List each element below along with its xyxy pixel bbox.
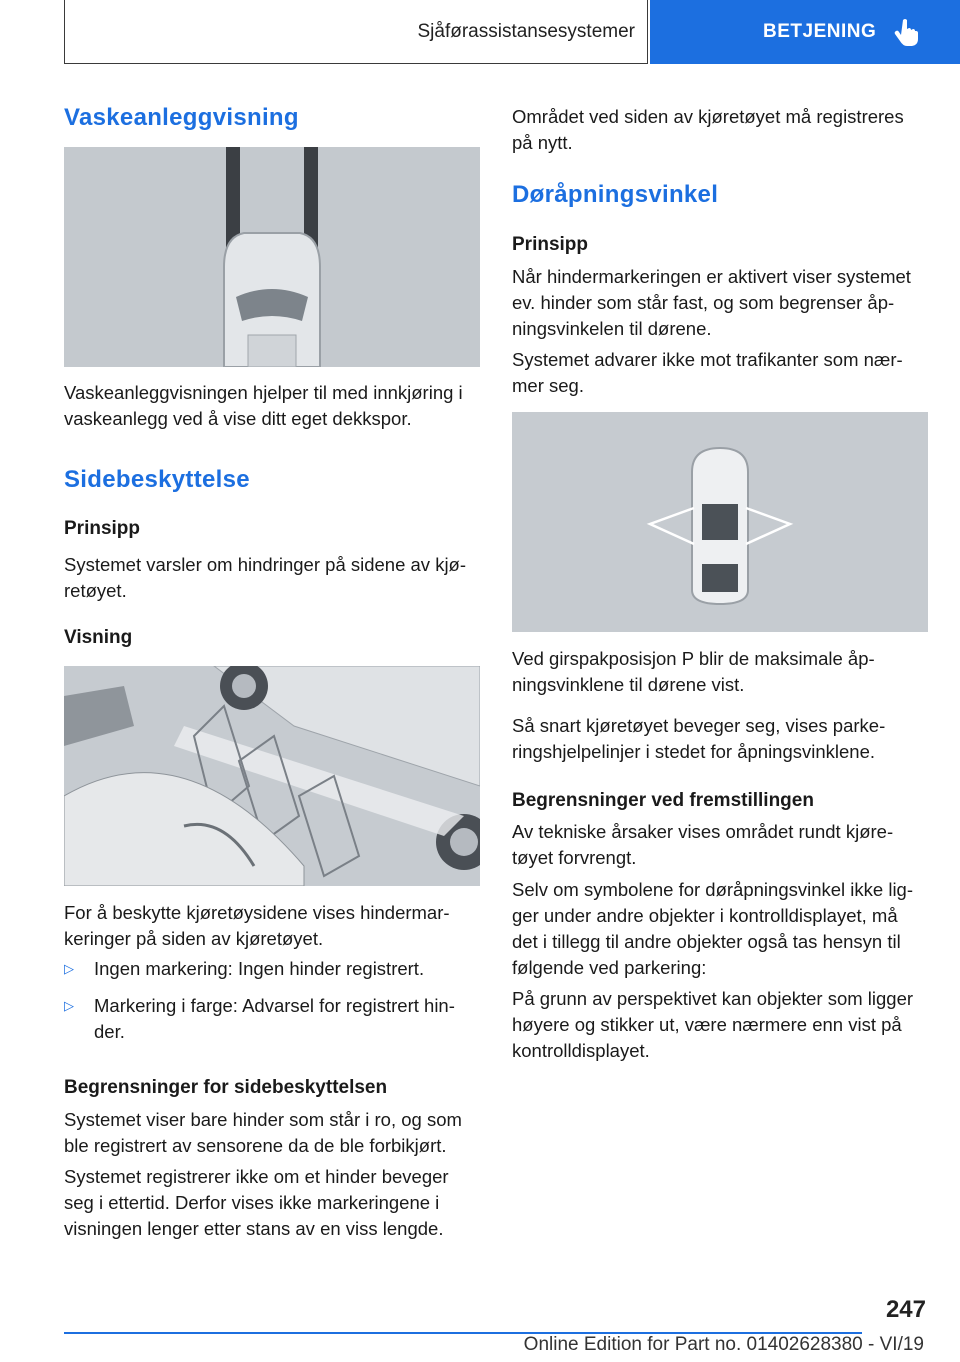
list-item-text: Markering i farge: Advarsel for registrert hin-der. <box>94 995 455 1042</box>
side-protection-view-image <box>64 666 480 886</box>
pointing-hand-icon <box>894 18 920 46</box>
header-section <box>64 0 648 64</box>
page-number: 247 <box>885 1296 926 1323</box>
header-section-title: Sjåførassistansesystemer <box>417 20 635 42</box>
list-item-text: Ingen markering: Ingen hinder registrert. <box>94 958 425 979</box>
list-item <box>64 993 480 1045</box>
heading-vaskeanleggvisning: Vaskeanleggvisning <box>64 104 299 131</box>
paragraph-begr-1: Systemet viser bare hinder som står i ro, og som ble registrert av sensorene da de ble forbikjørt. <box>64 1109 462 1156</box>
list-item <box>64 956 480 982</box>
car-wash-view-image <box>64 147 480 367</box>
subheading-prinsipp-left: Prinsipp <box>64 518 141 539</box>
header-chapter <box>650 0 960 64</box>
triangle-bullet-icon: ▷ <box>64 961 74 976</box>
paragraph-begr-right-1: Av tekniske årsaker vises området rundt kjøre-tøyet forvrengt. <box>512 821 894 868</box>
footer-edition: Online Edition for Part no. 01402628380 - VI/19 <box>523 1334 924 1355</box>
heading-doraapningsvinkel: Døråpningsvinkel <box>512 181 719 208</box>
subheading-begrensninger-right: Begrensninger ved fremstillingen <box>512 790 814 811</box>
paragraph-begr-right-2: Selv om symbolene for døråpningsvinkel ikke lig-ger under andre objekter i kontrolldisplayet, må det i tillegg til andre objekter også tas hensyn til følgende ved parkering: <box>512 879 914 978</box>
paragraph-vaskeanlegg: Vaskeanleggvisningen hjelper til med innkjøring i vaskeanlegg ved å vise ditt eget dekkspor. <box>64 382 463 429</box>
triangle-bullet-icon: ▷ <box>64 998 74 1013</box>
subheading-prinsipp-right: Prinsipp <box>512 234 589 255</box>
subheading-visning: Visning <box>64 627 133 648</box>
header-chapter-title: BETJENING <box>763 21 877 42</box>
subheading-begrensninger-left: Begrensninger for sidebeskyttelsen <box>64 1077 388 1098</box>
paragraph-prinsipp-right-2: Systemet advarer ikke mot trafikanter som nær-mer seg. <box>512 349 903 396</box>
paragraph-prinsipp-right-1: Når hindermarkeringen er aktivert viser systemet ev. hinder som står fast, og som begrenser åp-ningsvinkelen til dørene. <box>512 266 911 339</box>
paragraph-saa-snart: Så snart kjøretøyet beveger seg, vises parke-ringshjelpelinjer i stedet for åpningsvinklene. <box>512 715 886 762</box>
paragraph-omraadet: Området ved siden av kjøretøyet må registreres på nytt. <box>512 106 904 153</box>
paragraph-girspak: Ved girspakposisjon P blir de maksimale åp-ningsvinklene til dørene vist. <box>512 648 875 695</box>
paragraph-visning: For å beskytte kjøretøysidene vises hindermar-keringer på siden av kjøretøyet. <box>64 902 450 949</box>
paragraph-begr-right-3: På grunn av perspektivet kan objekter som ligger høyere og stikker ut, være nærmere enn vist på kontrolldisplayet. <box>512 988 914 1061</box>
paragraph-begr-2: Systemet registrerer ikke om et hinder beveger seg i ettertid. Derfor vises ikke markeringene i visningen lenger etter stans av en viss lengde. <box>64 1166 449 1239</box>
paragraph-prinsipp-left: Systemet varsler om hindringer på sidene av kjø-retøyet. <box>64 554 467 601</box>
door-opening-angle-image <box>512 412 928 632</box>
heading-sidebeskyttelse: Sidebeskyttelse <box>64 466 250 493</box>
